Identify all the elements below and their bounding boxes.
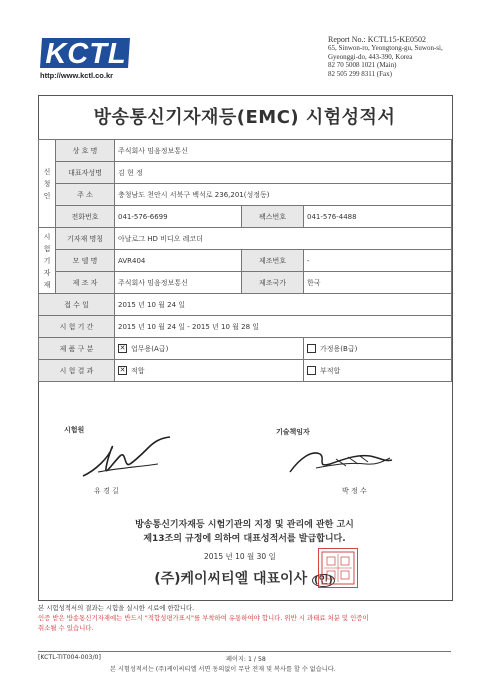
pass-label: 적합 [131, 366, 145, 375]
address-line: Gyeonggi-do, 443-390, Korea [328, 52, 413, 61]
certificate-table [38, 139, 452, 382]
class-a-checkbox-checked: ✕ [119, 344, 126, 352]
tester-signature [78, 434, 178, 482]
fax-value: 041-576-4488 [304, 206, 452, 228]
product-class-label: 제 품 구 분 [39, 338, 115, 360]
manufacturer-label: 제 조 자 [56, 272, 115, 294]
equipment-group-label [39, 228, 56, 294]
footnote-1: 본 시험성적서의 결과는 시험을 실시한 시료에 한합니다. [38, 604, 195, 612]
report-info [328, 36, 443, 78]
class-a-option [115, 338, 304, 360]
kctl-logo [40, 36, 132, 70]
ceo-title [38, 568, 451, 588]
country-label: 제조국가 [242, 272, 304, 294]
period-value: 2015 년 10 월 24 일 - 2015 년 10 월 28 일 [115, 316, 452, 338]
tester-name: 유 경 길 [94, 487, 119, 495]
form-number: [KCTL-TIT004-003/0] [38, 654, 101, 661]
fail-checkbox [307, 366, 316, 375]
serial-value: - [304, 250, 452, 272]
model-value: AVR404 [115, 250, 242, 272]
equipment-name-label: 기자재 명칭 [56, 228, 115, 250]
pass-checkbox-checked: ✕ [119, 366, 126, 374]
class-b-option [304, 338, 452, 360]
tester-label: 시험원 [64, 426, 85, 434]
class-b-checkbox [307, 344, 316, 353]
copyright-notice: 본 시험성적서는 (주)케이씨티엘 서면 동의없이 무단 전재 및 복사를 할 수 없습니다. [110, 666, 336, 673]
equipment-group-text: 시험기자재 [43, 232, 51, 289]
company-url: http://www.kctl.co.kr [40, 71, 114, 80]
received-value: 2015 년 10 월 24 일 [115, 294, 452, 316]
issue-date: 2015 년 10 월 30 일 [204, 552, 276, 561]
certificate-title: 방송통신기자재등(EMC) 시험성적서 [93, 107, 396, 128]
representative-label: 대표자성명 [56, 162, 115, 184]
footer-divider [38, 651, 451, 652]
fax-label: 팩스번호 [242, 206, 304, 228]
company-name-value: 주식회사 밈음정보통신 [115, 140, 452, 162]
footnote-3: 취소될 수 있습니다. [38, 624, 94, 632]
representative-value: 김 현 정 [115, 162, 452, 184]
report-number: Report No.: KCTL15-KE0502 [328, 35, 426, 44]
company-seal-stamp [318, 548, 358, 588]
manager-name: 박 정 수 [342, 487, 367, 495]
seal-mark: (인) [313, 575, 333, 586]
page-number: 페이지: 1 / 58 [226, 656, 266, 663]
fail-label: 부적합 [320, 366, 341, 375]
address-value: 충청남도 천안시 서북구 백석로 236,201(성정동) [115, 184, 452, 206]
class-a-label: 업무용(A급) [131, 344, 169, 353]
phone-value: 041-576-6699 [115, 206, 242, 228]
manager-signature [286, 440, 396, 480]
footnote-2: 인증 받은 방송통신기자재에는 반드시 "적합성평가표시"를 부착하여 유통하여야 합니다. 위반 시 과태료 처분 및 인증이 [38, 614, 369, 622]
logo-text: KCTL [45, 38, 127, 70]
manager-label: 기술책임자 [276, 428, 310, 436]
class-b-label: 가정용(B급) [320, 344, 358, 353]
ceo-name: (주)케이씨티엘 대표이사 [154, 571, 308, 587]
phone-label: 전화번호 [56, 206, 115, 228]
company-name-label: 상 호 명 [56, 140, 115, 162]
equipment-name-value: 아날로그 HD 비디오 레코더 [115, 228, 452, 250]
period-label: 시 험 기 간 [39, 316, 115, 338]
result-label: 시 험 결 과 [39, 360, 115, 382]
received-label: 접 수 일 [39, 294, 115, 316]
address-line: 65, Sinwon-ro, Yeongtong-gu, Suwon-si, [328, 44, 443, 53]
notice-line-1: 방송통신기자재등 시험기관의 지정 및 관리에 관한 고시 [135, 520, 354, 530]
serial-label: 제조번호 [242, 250, 304, 272]
phone-fax: 82 505 299 8311 (Fax) [328, 69, 392, 78]
manufacturer-value: 주식회사 밈음정보통신 [115, 272, 242, 294]
model-label: 모 델 명 [56, 250, 115, 272]
notice-line-2: 제13조의 규정에 의하여 대표성적서를 발급합니다. [143, 534, 346, 544]
applicant-group-text: 신청인 [43, 167, 51, 200]
applicant-group-label [39, 140, 56, 228]
country-value: 한국 [304, 272, 452, 294]
phone-main: 82 70 5008 1021 (Main) [328, 61, 397, 70]
fail-option [304, 360, 452, 382]
pass-option [115, 360, 304, 382]
address-label: 주 소 [56, 184, 115, 206]
